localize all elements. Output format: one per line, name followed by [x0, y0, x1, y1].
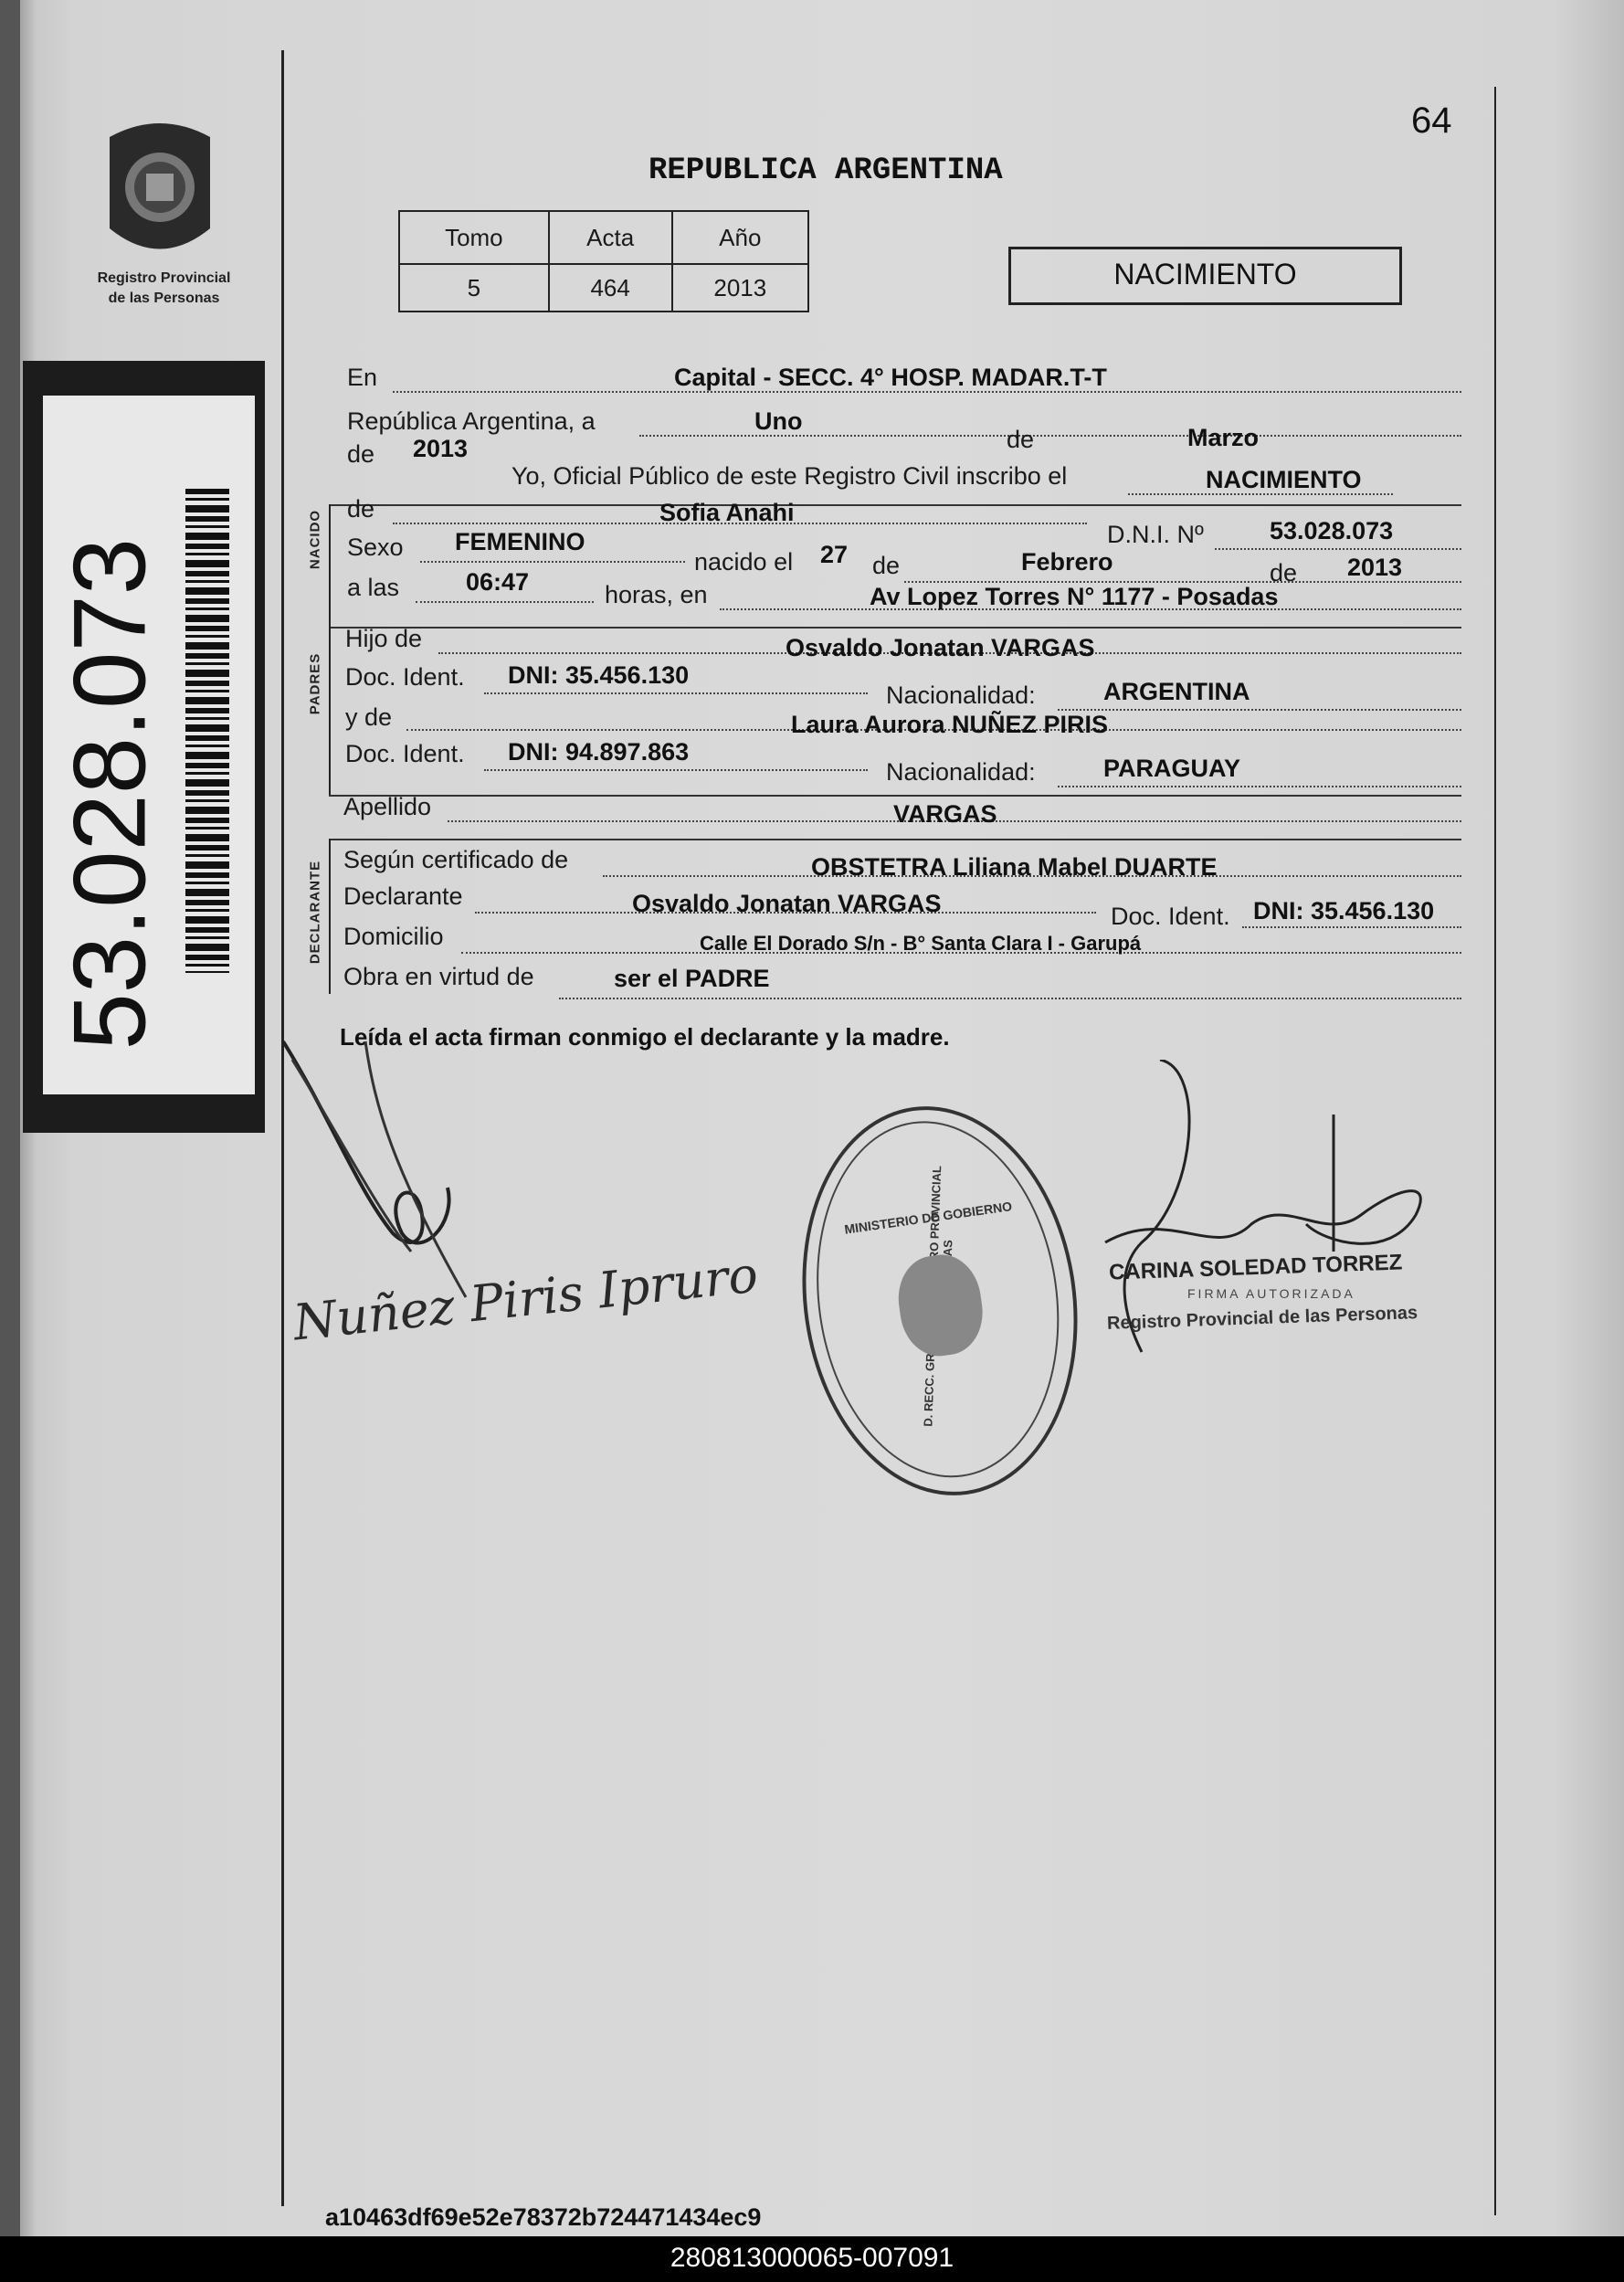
official-signature [1087, 1060, 1471, 1443]
label-de3: de [347, 495, 375, 523]
value-nombre: Sofia Anahi [659, 499, 795, 526]
dots-doc2 [484, 769, 868, 771]
anio-value: 2013 [672, 264, 808, 312]
label-de2: de [347, 440, 375, 468]
label-cert: Según certificado de [343, 846, 569, 873]
value-cert: OBSTETRA Liliana Mabel DUARTE [811, 853, 1218, 881]
label-horas: horas, en [605, 581, 708, 608]
value-sexo: FEMENINO [455, 528, 585, 555]
dots-doc1 [484, 692, 868, 694]
label-nac2: Nacionalidad: [886, 758, 1036, 786]
dots-doc3 [1242, 926, 1461, 928]
section-divider-apellido-top [329, 795, 1461, 797]
binding-edge [0, 0, 20, 2238]
act-type-label: NACIMIENTO [1113, 258, 1297, 291]
declarante-bracket [329, 839, 331, 994]
value-en: Capital - SECC. 4° HOSP. MADAR.T-T [674, 364, 1107, 391]
country-title: REPUBLICA ARGENTINA [649, 153, 1003, 188]
label-nac1: Nacionalidad: [886, 681, 1036, 709]
official-org: Registro Provincial de las Personas [1106, 1303, 1418, 1334]
page-number: 64 [1411, 100, 1452, 141]
col-header-anio: Año [672, 211, 808, 264]
value-nac-mes: Febrero [1021, 548, 1113, 576]
label-alas: a las [347, 574, 400, 601]
dots-sexo [420, 561, 685, 563]
padres-bracket [329, 627, 331, 795]
label-de5: de [1270, 559, 1298, 586]
label-apellido: Apellido [343, 793, 432, 820]
label-yde: y de [345, 703, 393, 731]
section-label-nacido: NACIDO [307, 509, 323, 570]
label-hijo: Hijo de [345, 625, 423, 652]
dots-nac2 [1058, 786, 1461, 787]
label-en: En [347, 364, 378, 391]
value-doc1: DNI: 35.456.130 [508, 661, 690, 689]
value-nac2: PARAGUAY [1103, 755, 1241, 782]
value-doc3: DNI: 35.456.130 [1253, 897, 1435, 924]
label-doc3: Doc. Ident. [1111, 903, 1230, 930]
section-label-padres: PADRES [307, 652, 323, 715]
section-divider-declarante-top [329, 839, 1461, 840]
register-table [398, 210, 809, 312]
barcode-bars [185, 489, 229, 973]
label-decl: Declarante [343, 882, 463, 910]
value-lugar: Av Lopez Torres N° 1177 - Posadas [870, 583, 1279, 610]
tomo-value: 5 [399, 264, 549, 312]
label-de4: de [872, 552, 901, 579]
label-sexo: Sexo [347, 534, 404, 561]
value-dni: 53.028.073 [1270, 517, 1394, 544]
logo-org-line2: de las Personas [108, 291, 220, 306]
label-nacido: nacido el [694, 548, 794, 576]
value-apellido: VARGAS [893, 800, 997, 828]
declarant-signature [274, 1023, 493, 1315]
value-doc2: DNI: 94.897.863 [508, 738, 690, 766]
official-name: CARINA SOLEDAD TORREZ [1108, 1250, 1403, 1285]
acta-value: 464 [549, 264, 672, 312]
value-inscribo: NACIMIENTO [1206, 466, 1362, 493]
closing-sentence: Leída el acta firman conmigo el declarante y la madre. [340, 1023, 950, 1051]
label-de: de [1007, 426, 1035, 453]
official-role: FIRMA AUTORIZADA [1187, 1286, 1355, 1301]
value-decl: Osvaldo Jonatan VARGAS [632, 890, 942, 917]
dots-hora [416, 601, 594, 603]
label-dni: D.N.I. Nº [1107, 521, 1204, 548]
value-nac1: ARGENTINA [1103, 678, 1250, 705]
footer-code: 280813000065-007091 [670, 2243, 954, 2273]
barcode-sticker [23, 361, 265, 1133]
label-republica: República Argentina, a [347, 407, 596, 435]
label-doc1: Doc. Ident. [345, 663, 465, 691]
label-dom: Domicilio [343, 923, 444, 950]
province-logo [91, 110, 228, 274]
value-obra: ser el PADRE [614, 965, 770, 992]
value-nac-dia: 27 [820, 541, 849, 568]
label-obra: Obra en virtud de [343, 963, 534, 990]
dots-dni [1215, 548, 1461, 550]
value-hora: 06:47 [466, 568, 530, 596]
logo-org-line1: Registro Provincial [97, 270, 231, 286]
section-divider-nacido-top [329, 504, 1461, 506]
col-header-tomo: Tomo [399, 211, 549, 264]
nacido-bracket [329, 504, 331, 627]
value-dom: Calle El Dorado S/n - B° Santa Clara I - Garupá [700, 932, 1142, 955]
value-nac-anio: 2013 [1347, 554, 1403, 581]
value-dia: Uno [754, 407, 803, 435]
yo-text: Yo, Oficial Público de este Registro Civil inscribo el [511, 462, 1068, 490]
value-padre: Osvaldo Jonatan VARGAS [786, 634, 1095, 661]
section-divider-padres-top [329, 627, 1461, 629]
value-mes: Marzo [1187, 424, 1260, 451]
footer-hash: a10463df69e52e78372b724471434ec9 [325, 2203, 762, 2231]
mother-signature: Nuñez Piris Ipruro [290, 1245, 761, 1352]
barcode-number: 53.028.073 [52, 537, 167, 1051]
label-doc2: Doc. Ident. [345, 740, 465, 767]
right-margin-line [1494, 87, 1496, 2215]
col-header-acta: Acta [549, 211, 672, 264]
stamp-inner-text: MINISTERIO DE GOBIERNO [843, 1199, 1013, 1237]
dots-obra [559, 998, 1461, 999]
value-anio: 2013 [413, 435, 469, 462]
value-madre: Laura Aurora NUÑEZ PIRIS [791, 711, 1109, 738]
section-label-declarante: DECLARANTE [307, 860, 323, 965]
dots-nac1 [1058, 709, 1461, 711]
official-stamp [778, 1088, 1102, 1513]
